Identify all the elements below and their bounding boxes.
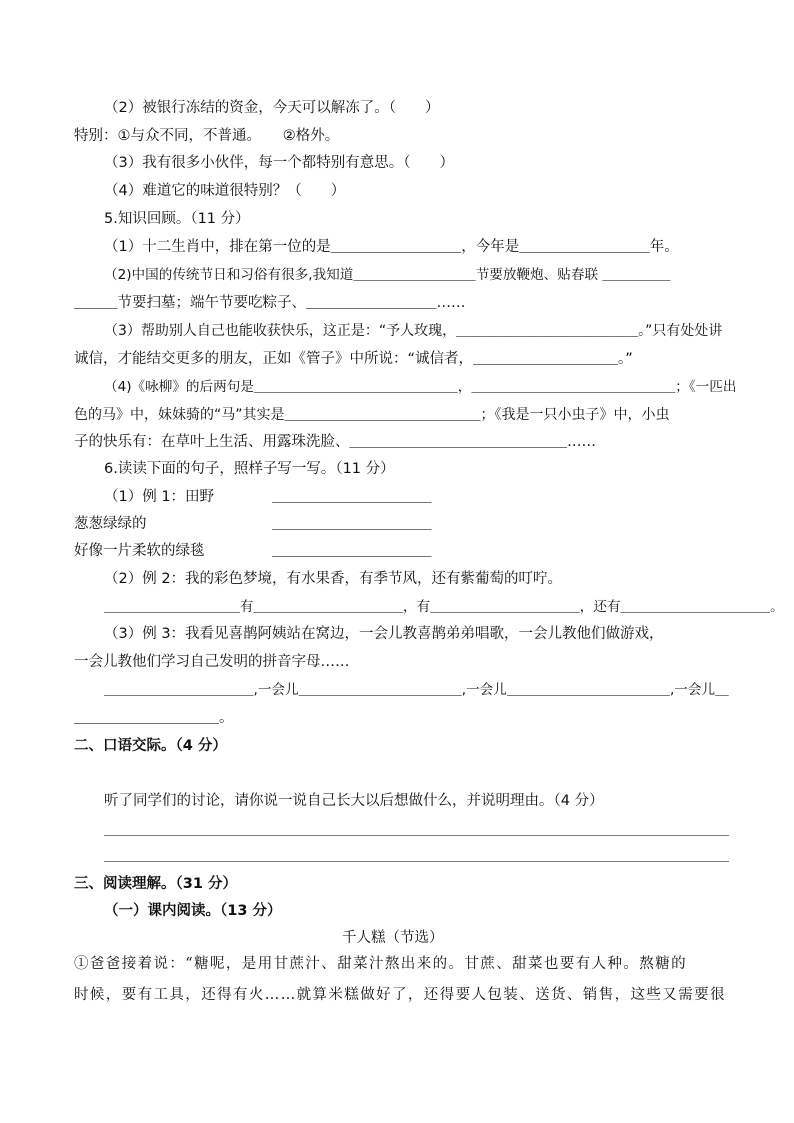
question-line: 子的快乐有：在草叶上生活、用露珠洗脸、＿＿＿＿＿＿＿＿＿＿＿＿＿＿＿…… xyxy=(74,434,596,450)
question-line: （1）十二生肖中，排在第一位的是＿＿＿＿＿＿＿＿＿，今年是＿＿＿＿＿＿＿＿＿年。 xyxy=(104,239,679,255)
passage-title: 千人糕（节选） xyxy=(342,930,444,946)
answer-blank: ＿＿＿＿＿＿＿＿＿＿＿ xyxy=(272,516,432,532)
question-line: （4)《咏柳》的后两句是＿＿＿＿＿＿＿＿＿＿＿＿＿＿＿，＿＿＿＿＿＿＿＿＿＿＿＿＿＿＿；《一匹出 xyxy=(104,379,737,395)
answer-blank: ＿＿＿＿＿＿＿＿＿＿＿ xyxy=(272,543,432,559)
section-heading: 6.读读下面的句子，照样子写一写。（11 分） xyxy=(104,461,395,477)
passage-line: ①爸爸接着说：“糖呢，是用甘蔗汁、甜菜汁熬出来的。甘蔗、甜菜也要有人种。熬糖的 xyxy=(74,956,688,972)
question-line: 听了同学们的讨论，请你说一说自己长大以后想做什么，并说明理由。（4 分） xyxy=(104,793,604,809)
question-line: （4）难道它的味道很特别？（ ） xyxy=(104,183,346,199)
question-line: （3）帮助别人自己也能收获快乐，这正是：“予人玫瑰，＿＿＿＿＿＿＿＿＿＿＿＿＿。”只有处处讲 xyxy=(104,323,723,339)
question-line: （2)中国的传统节日和习俗有很多,我知道＿＿＿＿＿＿＿＿＿节要放鞭炮、贴春联 ＿＿＿＿＿ xyxy=(104,267,671,283)
answer-line: ＿＿＿＿＿＿＿＿＿＿＿＿＿＿＿＿＿＿＿＿＿＿＿＿＿＿＿＿＿＿＿＿＿＿＿＿＿＿＿＿＿＿＿＿＿＿＿ xyxy=(104,848,729,864)
question-line: （2）被银行冻结的资金，今天可以解冻了。（ ） xyxy=(104,100,440,116)
question-line: （3）我有很多小伙伴，每一个都特别有意思。（ ） xyxy=(104,155,454,171)
answer-line: ＿＿＿＿＿＿＿＿＿＿＿,一会儿＿＿＿＿＿＿＿＿＿＿＿＿,一会儿＿＿＿＿＿＿＿＿＿＿＿＿,一会儿＿ xyxy=(104,682,729,698)
example-word: 葱葱绿绿的 xyxy=(74,516,147,532)
subsection-title: （一）课内阅读。（13 分） xyxy=(104,903,282,919)
answer-line: ＿＿＿＿＿＿＿＿＿＿有＿＿＿＿＿＿＿＿＿＿＿，有＿＿＿＿＿＿＿＿＿＿＿，还有＿＿＿＿＿＿＿＿＿＿＿。 xyxy=(104,599,784,615)
example-word: （1）例 1：田野 xyxy=(104,489,215,505)
section-title: 二、口语交际。（4 分） xyxy=(74,738,227,754)
definition-line: 特别：①与众不同，不普通。 ②格外。 xyxy=(74,128,340,144)
section-heading: 5.知识回顾。（11 分） xyxy=(104,211,250,227)
question-line: ＿＿＿节要扫墓；端午节要吃粽子、＿＿＿＿＿＿＿＿＿…… xyxy=(74,295,466,311)
question-line: 色的马》中，妹妹骑的“马”其实是＿＿＿＿＿＿＿＿＿＿＿＿＿＿；《我是一只小虫子》中，小虫 xyxy=(74,407,670,423)
section-title: 三、阅读理解。（31 分） xyxy=(74,876,237,892)
question-line: （3）例 3：我看见喜鹊阿姨站在窝边，一会儿教喜鹊弟弟唱歌，一会儿教他们做游戏， xyxy=(104,626,664,642)
question-line: 一会儿教他们学习自己发明的拼音字母…… xyxy=(74,654,350,670)
passage-line: 时候，要有工具，还得有火……就算米糕做好了，还得要人包装、送货、销售，这些又需要很 xyxy=(74,987,726,1003)
question-line: （2）例 2：我的彩色梦境，有水果香，有季节风，还有紫葡萄的叮咛。 xyxy=(104,571,563,587)
answer-line: ＿＿＿＿＿＿＿＿＿＿。 xyxy=(74,710,234,726)
example-word: 好像一片柔软的绿毯 xyxy=(74,543,205,559)
answer-line: ＿＿＿＿＿＿＿＿＿＿＿＿＿＿＿＿＿＿＿＿＿＿＿＿＿＿＿＿＿＿＿＿＿＿＿＿＿＿＿＿＿＿＿＿＿＿＿ xyxy=(104,822,729,838)
answer-blank: ＿＿＿＿＿＿＿＿＿＿＿ xyxy=(272,489,432,505)
question-line: 诚信，才能结交更多的朋友，正如《管子》中所说：“诚信者，＿＿＿＿＿＿＿＿＿＿。” xyxy=(74,351,633,367)
